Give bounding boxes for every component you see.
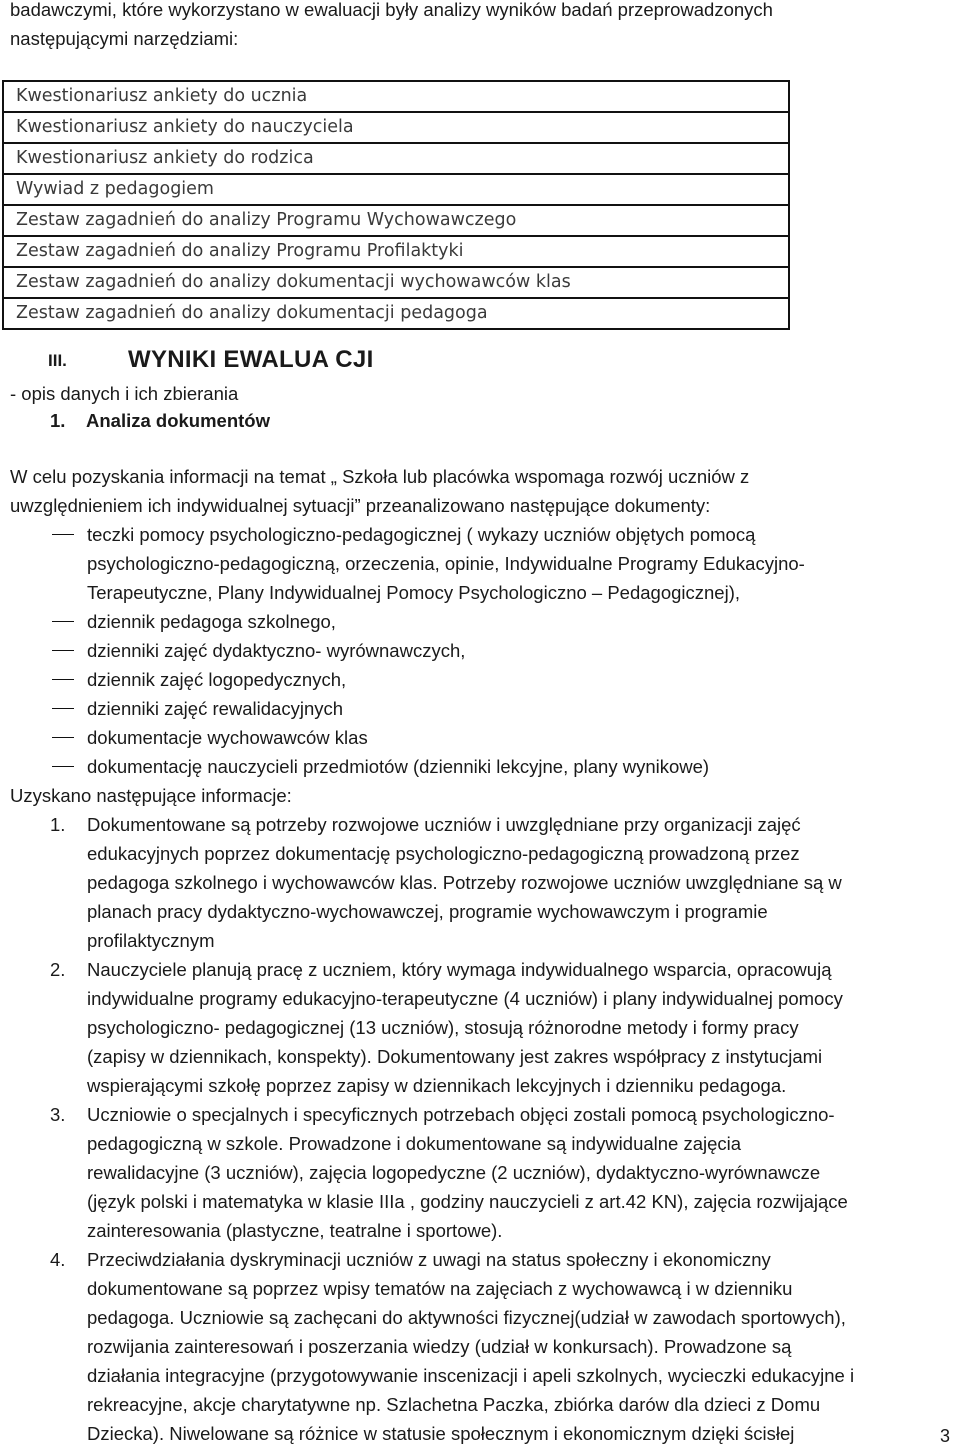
result-line: indywidualne programy edukacyjno-terapeutyczne (4 uczniów) i plany indywidualnej pomocy bbox=[87, 988, 843, 1009]
research-tools-table bbox=[2, 80, 790, 330]
document-list-line: dziennik pedagoga szkolnego, bbox=[87, 611, 336, 632]
result-line: Uczniowie o specjalnych i specyficznych potrzebach objęci zostali pomocą psychologiczno- bbox=[87, 1104, 835, 1125]
table-row bbox=[3, 112, 789, 143]
document-list-line: dokumentacje wychowawców klas bbox=[87, 727, 368, 748]
result-line: (zapisy w dziennikach, konspekty). Dokumentowany jest zakres współpracy z instytucjami bbox=[87, 1046, 823, 1067]
dash-bullet bbox=[52, 708, 74, 709]
table-row bbox=[3, 205, 789, 236]
table-row bbox=[3, 267, 789, 298]
document-list-line: dzienniki zajęć dydaktyczno- wyrównawczych, bbox=[87, 640, 466, 661]
results-intro: Uzyskano następujące informacje: bbox=[10, 785, 292, 806]
intro-line: badawczymi, które wykorzystano w ewaluacji były analizy wyników badań przeprowadzonych bbox=[10, 0, 773, 20]
document-list-line: dzienniki zajęć rewalidacyjnych bbox=[87, 698, 344, 719]
intro-line: następującymi narzędziami: bbox=[10, 28, 239, 49]
table-cell: Zestaw zagadnień do analizy Programu Wychowawczego bbox=[3, 205, 789, 236]
dash-bullet bbox=[52, 737, 74, 738]
table-cell: Zestaw zagadnień do analizy dokumentacji wychowawców klas bbox=[3, 267, 789, 298]
document-list-line: Terapeutyczne, Plany Indywidualnej Pomocy Psychologiczno – Pedagogicznej), bbox=[87, 582, 741, 603]
dash-bullet bbox=[52, 679, 74, 680]
table-cell: Kwestionariusz ankiety do ucznia bbox=[3, 81, 789, 112]
table-cell: Kwestionariusz ankiety do rodzica bbox=[3, 143, 789, 174]
page-number: 3 bbox=[939, 1426, 950, 1446]
list-number: 1. bbox=[50, 814, 66, 835]
result-line: rewalidacyjne (3 uczniów), zajęcia logopedyczne (2 uczniów), dydaktyczno-wyrównawcze bbox=[87, 1162, 821, 1183]
result-line: dokumentowane są poprzez wpisy tematów na zajęciach z wychowawcą i w dzienniku bbox=[87, 1278, 793, 1299]
list-number: 3. bbox=[50, 1104, 66, 1125]
table-cell: Zestaw zagadnień do analizy Programu Profilaktyki bbox=[3, 236, 789, 267]
subsection-title: Analiza dokumentów bbox=[86, 410, 270, 431]
paragraph-line: W celu pozyskania informacji na temat „ Szkoła lub placówka wspomaga rozwój uczniów z bbox=[10, 466, 750, 487]
section-subtitle: - opis danych i ich zbierania bbox=[10, 383, 239, 404]
subsection-heading bbox=[50, 407, 270, 435]
result-line: Dziecka). Niwelowane są różnice w statusie społecznym i ekonomicznym dzięki ścisłej bbox=[87, 1423, 795, 1444]
result-line: profilaktycznym bbox=[87, 930, 215, 951]
subsection-number: 1. bbox=[50, 410, 66, 431]
document-list-line: dokumentację nauczycieli przedmiotów (dzienniki lekcyjne, plany wynikowe) bbox=[87, 756, 710, 777]
result-line: edukacyjnych poprzez dokumentację psychologiczno-pedagogiczną prowadzoną przez bbox=[87, 843, 800, 864]
section-number: III. bbox=[48, 351, 67, 370]
table-row bbox=[3, 236, 789, 267]
result-line: rekreacyjne, akcje charytatywne np. Szlachetna Paczka, zbiórka darów dla dzieci z Domu bbox=[87, 1394, 821, 1415]
table-row bbox=[3, 298, 789, 329]
result-line: Przeciwdziałania dyskryminacji uczniów z uwagi na status społeczny i ekonomiczny bbox=[87, 1249, 771, 1270]
result-line: zainteresowania (plastyczne, teatralne i sportowe). bbox=[87, 1220, 503, 1241]
dash-bullet bbox=[52, 534, 74, 535]
result-line: pedagogiczną w szkole. Prowadzone i dokumentowane są indywidualne zajęcia bbox=[87, 1133, 742, 1154]
section-title: WYNIKI EWALUA CJI bbox=[128, 346, 374, 373]
table-row bbox=[3, 174, 789, 205]
result-line: wspierającymi szkołę poprzez zapisy w dziennikach lekcyjnych i dzienniku pedagoga. bbox=[87, 1075, 787, 1096]
table-row bbox=[3, 143, 789, 174]
table-cell: Zestaw zagadnień do analizy dokumentacji pedagoga bbox=[3, 298, 789, 329]
table-cell: Wywiad z pedagogiem bbox=[3, 174, 789, 205]
document-list-line: psychologiczno-pedagogiczną, orzeczenia, opinie, Indywidualne Programy Edukacyjno- bbox=[87, 553, 805, 574]
result-line: rozwijania zainteresowań i poszerzania wiedzy (udział w konkursach). Prowadzone są bbox=[87, 1336, 792, 1357]
result-line: Nauczyciele planują pracę z uczniem, który wymaga indywidualnego wsparcia, opracowują bbox=[87, 959, 832, 980]
list-number: 2. bbox=[50, 959, 66, 980]
document-list-line: dziennik zajęć logopedycznych, bbox=[87, 669, 347, 690]
result-line: pedagoga. Uczniowie są zachęcani do aktywności fizycznej(udział w zawodach sportowych), bbox=[87, 1307, 846, 1328]
result-line: psychologiczno- pedagogicznej (13 uczniów), stosują różnorodne metody i formy pracy bbox=[87, 1017, 799, 1038]
dash-bullet bbox=[52, 621, 74, 622]
list-number: 4. bbox=[50, 1249, 66, 1270]
document-list-line: teczki pomocy psychologiczno-pedagogicznej ( wykazy uczniów objętych pomocą bbox=[87, 524, 756, 545]
result-line: planach pracy dydaktyczno-wychowawczej, programie wychowawczym i programie bbox=[87, 901, 768, 922]
table-cell: Kwestionariusz ankiety do nauczyciela bbox=[3, 112, 789, 143]
result-line: działania integracyjne (przygotowywanie inscenizacji i apeli szkolnych, wycieczki edukacyjne i bbox=[87, 1365, 855, 1386]
result-line: pedagoga szkolnego i wychowawców klas. Potrzeby rozwojowe uczniów uwzględniane są w bbox=[87, 872, 842, 893]
result-line: (język polski i matematyka w klasie IIIa , godziny nauczycieli z art.42 KN), zajęcia rozwijające bbox=[87, 1191, 848, 1212]
dash-bullet bbox=[52, 766, 74, 767]
dash-bullet bbox=[52, 650, 74, 651]
paragraph-line: uwzględnieniem ich indywidualnej sytuacji” przeanalizowano następujące dokumenty: bbox=[10, 495, 711, 516]
result-line: Dokumentowane są potrzeby rozwojowe uczniów i uwzględniane przy organizacji zajęć bbox=[87, 814, 801, 835]
table-row bbox=[3, 81, 789, 112]
